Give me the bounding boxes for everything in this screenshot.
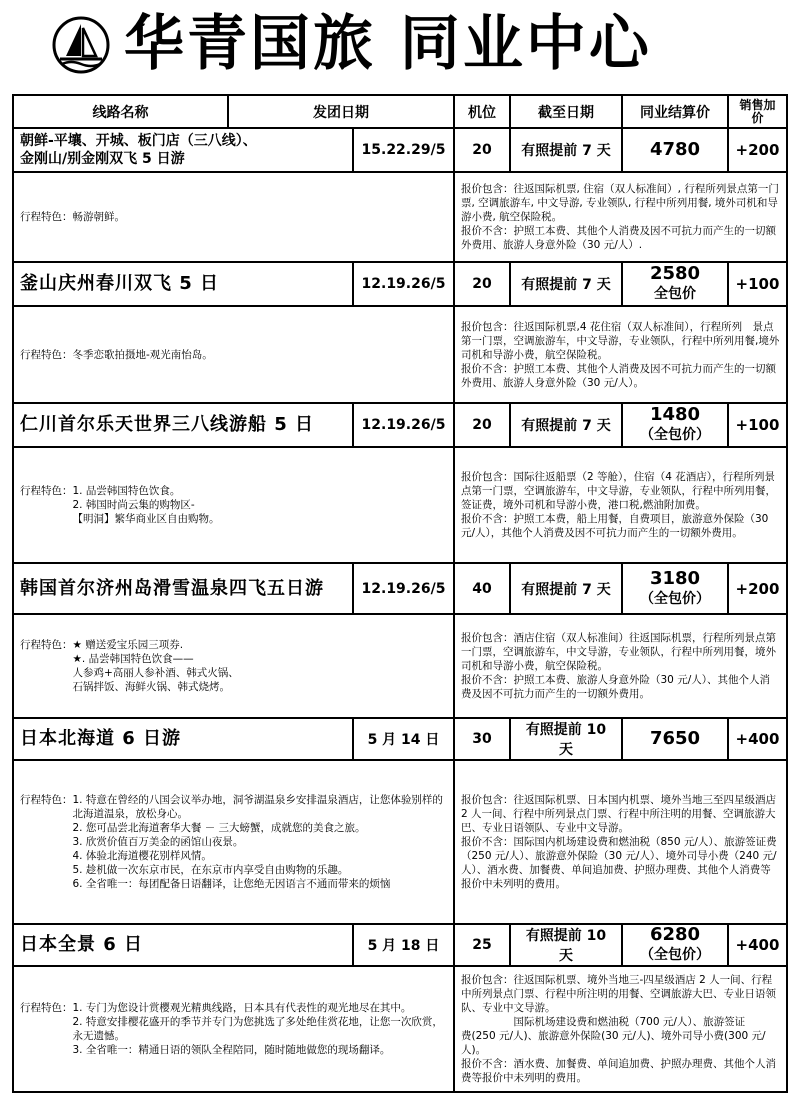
feature-item: 人参鸡+高丽人参补酒、韩式火锅、 [72, 667, 239, 679]
features-wrap [20, 638, 447, 694]
table-header-row [13, 95, 787, 128]
route-price-info [454, 614, 787, 718]
route-price [622, 262, 728, 306]
route-name-line: 釜山庆州春川双飞 5 日 [20, 273, 220, 294]
route-seats: 30 [454, 718, 510, 760]
route-name [13, 924, 353, 966]
features-wrap [20, 793, 447, 891]
feature-item: 3. 全省唯一：精通日语的领队全程陪同，随时随地做您的现场翻译。 [72, 1044, 391, 1056]
feature-item: 1. 专门为您设计赏樱观光精典线路，日本具有代表性的观光地尽在其中。 [72, 1002, 412, 1014]
price-info-item: 报价不含：护照工本费、其他个人消费及因不可抗力而产生的一切额外费用、旅游人身意外险（30 元/人）. [461, 225, 776, 251]
price-info-item: 报价包含：国际往返船票（2 等舱），住宿（4 花酒店），行程所列景点第一门票，空调旅游车，中文导游，专业领队，行程中所列用餐，签证费，境外司机和导游小费，港口税,燃油附加费。 [461, 471, 776, 511]
features-list [73, 348, 213, 362]
route-price-note: （全包价） [640, 427, 710, 443]
route-deadline: 有照提前 10 天 [510, 924, 622, 966]
route-price [622, 924, 728, 966]
feature-item: 石锅拌饭、海鲜火锅、韩式烧烤。 [72, 681, 230, 693]
route-departure: 5 月 18 日 [353, 924, 454, 966]
route-name-line: 仁川首尔乐天世界三八线游船 5 日 [20, 414, 315, 435]
features-label: 行程特色： [20, 485, 73, 497]
features-list [73, 638, 239, 694]
feature-item: 6. 全省唯一：每团配备日语翻译，让您绝无因语言不通而带来的烦恼 [72, 878, 391, 890]
feature-item: 4. 体验北海道樱花别样风情。 [72, 850, 212, 862]
route-row [13, 718, 787, 760]
route-detail-row [13, 306, 787, 403]
feature-item: 3. 欣赏价值百万美金的函馆山夜景。 [72, 836, 244, 848]
route-departure: 12.19.26/5 [353, 262, 454, 306]
price-info-item: 报价包含：往返国际机票, 住宿（双人标准间）, 行程所列景点第一门票, 空调旅游车, 中文导游, 专业领队, 行程中所列用餐, 境外司机和导游小费, 航空保险税。 [461, 183, 779, 223]
route-row [13, 403, 787, 447]
features-label: 行程特色： [20, 794, 73, 806]
route-markup: +100 [728, 403, 787, 447]
route-row [13, 563, 787, 614]
features-list [73, 484, 220, 526]
route-name [13, 403, 353, 447]
route-deadline: 有照提前 7 天 [510, 128, 622, 172]
route-features [13, 966, 454, 1092]
route-price-note: 全包价 [654, 286, 696, 302]
feature-item: 1. 特意在曾经的八国会议举办地，洞爷湖温泉乡安排温泉酒店，让您体验别样的北海道温泉，放松身心。 [72, 794, 443, 820]
route-price-info [454, 306, 787, 403]
header-seats: 机位 [454, 95, 510, 128]
route-price-value: 4780 [649, 139, 701, 160]
route-detail-row [13, 447, 787, 563]
route-price-note: （全包价） [640, 947, 710, 963]
feature-item: 1. 品尝韩国特色饮食。 [72, 485, 181, 497]
route-price-value: 2580 [649, 263, 701, 284]
price-info-item: 报价包含：往返国际机票、日本国内机票、境外当地三至四星级酒店 2 人一间、行程中所列景点门票、行程中所注明的用餐、空调旅游大巴、专业日语领队、专业中文导游。 [461, 794, 776, 834]
features-label: 行程特色： [20, 211, 73, 223]
features-wrap [20, 484, 447, 526]
route-row [13, 924, 787, 966]
route-markup: +400 [728, 718, 787, 760]
route-deadline: 有照提前 10 天 [510, 718, 622, 760]
route-departure: 15.22.29/5 [353, 128, 454, 172]
route-detail-row [13, 614, 787, 718]
price-info-item: 报价包含：往返国际机票,4 花住宿（双人标准间），行程所列 景点第一门票，空调旅游车，中文导游，专业领队，行程中所列用餐,境外司机和导游小费，航空保险税。 [461, 320, 780, 361]
header-markup: 销售加价 [728, 95, 787, 128]
header-route: 线路名称 [13, 95, 228, 128]
route-name-line: 日本北海道 6 日游 [20, 728, 182, 749]
route-markup: +200 [728, 563, 787, 614]
features-wrap [20, 1001, 447, 1057]
route-price [622, 403, 728, 447]
route-departure: 12.19.26/5 [353, 403, 454, 447]
route-price-value: 6280 [649, 924, 701, 945]
header-departure: 发团日期 [228, 95, 454, 128]
route-name-line: 朝鲜-平壤、开城、板门店（三八线）、 [20, 133, 257, 149]
route-markup: +200 [728, 128, 787, 172]
feature-item: 【明洞】繁华商业区自由购物。 [72, 513, 220, 525]
feature-item: 2. 韩国时尚云集的购物区- [72, 499, 195, 511]
price-info-item: 报价不含：护照工本费，船上用餐，自费项目，旅游意外保险（30 元/人），其他个人消费及因不可抗力而产生的一切额外费用。 [461, 513, 769, 539]
price-info-item: 国际机场建设费和燃油税（700 元/人）、旅游签证 费(250 元/人)、旅游意外保险(30 元/人)、境外司导小费(300 元/人)。 [461, 1016, 777, 1056]
route-features [13, 760, 454, 924]
feature-item: 5. 趁机做一次东京市民，在东京市内享受自由购物的乐趣。 [72, 864, 349, 876]
route-price-info [454, 760, 787, 924]
features-wrap [20, 348, 447, 362]
route-price-note: （全包价） [640, 590, 710, 607]
sailboat-logo-icon [52, 16, 110, 74]
route-features [13, 447, 454, 563]
route-departure: 12.19.26/5 [353, 563, 454, 614]
route-row [13, 262, 787, 306]
feature-item: ★ 赠送爱宝乐园三项券. [72, 639, 184, 651]
route-deadline: 有照提前 7 天 [510, 403, 622, 447]
price-info-item: 报价不含：国际国内机场建设费和燃油税（850 元/人）、旅游签证费（250 元/人）、旅游意外保险（30 元/人）、境外司导小费（240 元/人）、酒水费、加餐费、单间追加费、护照办理费、其他个人消费等报价中未列明的费用。 [461, 836, 777, 890]
route-price-table [12, 94, 788, 1093]
route-detail-row [13, 966, 787, 1092]
route-detail-row [13, 172, 787, 262]
header-deadline: 截至日期 [510, 95, 622, 128]
features-label: 行程特色： [20, 1002, 73, 1014]
feature-item: ★. 品尝韩国特色饮食—— [72, 653, 194, 665]
route-price-info [454, 447, 787, 563]
page-header [0, 0, 800, 88]
route-name [13, 128, 353, 172]
route-name [13, 262, 353, 306]
features-list [73, 210, 126, 224]
route-features [13, 614, 454, 718]
feature-item: 冬季恋歌拍摄地-观光南怡岛。 [72, 348, 213, 361]
route-deadline: 有照提前 7 天 [510, 262, 622, 306]
features-wrap [20, 210, 447, 224]
price-info-item: 报价包含：酒店住宿（双人标准间）往返国际机票，行程所列景点第一门票，空调旅游车，中文导游，专业领队，行程中所列用餐，境外司机和导游小费，航空保险税。 [461, 632, 776, 672]
features-label: 行程特色： [20, 639, 73, 651]
route-name [13, 563, 353, 614]
price-info-item: 报价不含：酒水费、加餐费、单间追加费、护照办理费、其他个人消费等报价中未列明的费用。 [461, 1058, 776, 1084]
price-info-item: 报价不含：护照工本费、旅游人身意外险（30 元/人）、其他个人消费及因不可抗力而产生的一切额外费用。 [461, 674, 770, 700]
route-features [13, 306, 454, 403]
route-detail-row [13, 760, 787, 924]
route-name-line: 韩国首尔济州岛滑雪温泉四飞五日游 [20, 577, 324, 599]
route-price-value: 3180 [649, 567, 701, 589]
features-list [73, 1001, 448, 1057]
route-departure: 5 月 14 日 [353, 718, 454, 760]
features-label: 行程特色： [20, 348, 73, 361]
route-features [13, 172, 454, 262]
header-price: 同业结算价 [622, 95, 728, 128]
route-markup: +400 [728, 924, 787, 966]
feature-item: 畅游朝鲜。 [72, 211, 125, 223]
route-price [622, 718, 728, 760]
route-seats: 20 [454, 262, 510, 306]
route-name-line: 日本全景 6 日 [20, 934, 144, 955]
route-seats: 40 [454, 563, 510, 614]
route-seats: 20 [454, 128, 510, 172]
route-row [13, 128, 787, 172]
route-name [13, 718, 353, 760]
route-seats: 20 [454, 403, 510, 447]
features-list [73, 793, 448, 891]
route-price [622, 563, 728, 614]
route-seats: 25 [454, 924, 510, 966]
route-price-info [454, 172, 787, 262]
route-deadline: 有照提前 7 天 [510, 563, 622, 614]
route-price-value: 7650 [649, 728, 701, 749]
route-markup: +100 [728, 262, 787, 306]
feature-item: 2. 您可品尝北海道奢华大餐 － 三大螃蟹，成就您的美食之旅。 [72, 822, 366, 834]
price-info-item: 报价包含：往返国际机票、境外当地三-四星级酒店 2 人一间、行程中所列景点门票、行程中所注明的用餐、空调旅游大巴、专业日语领队、专业中文导游。 [461, 974, 776, 1014]
feature-item: 2. 特意安排樱花盛开的季节并专门为您挑选了多处绝佳赏花地，让您一次欣赏，永无遗憾。 [72, 1016, 443, 1042]
route-name-line: 金刚山/别金刚双飞 5 日游 [20, 151, 185, 167]
route-price-value: 1480 [649, 404, 701, 425]
route-price [622, 128, 728, 172]
route-price-info [454, 966, 787, 1092]
page-title: 华青国旅 同业中心 [124, 9, 652, 79]
price-info-item: 报价不含：护照工本费、其他个人消费及因不可抗力而产生的一切额外费用、旅游人身意外险（30 元/人）。 [461, 362, 776, 389]
